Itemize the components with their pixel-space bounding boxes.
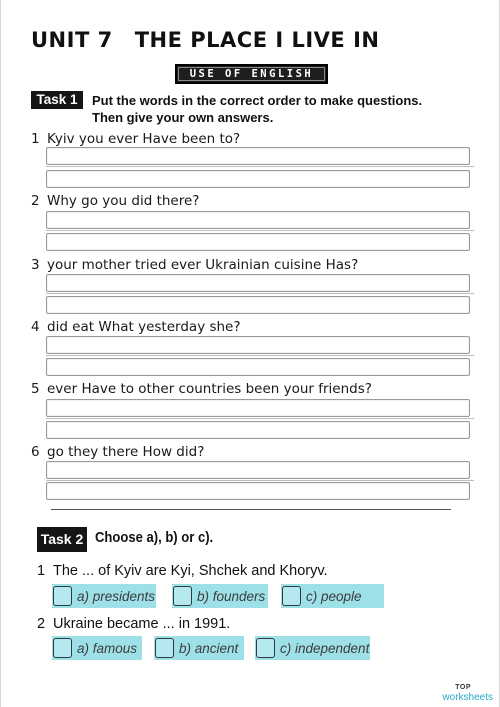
- option-label: b) founders: [197, 588, 266, 604]
- question-text: Kyiv you ever Have been to?: [47, 131, 241, 147]
- brand-name-text: worksheets: [442, 692, 493, 703]
- checkbox[interactable]: [173, 586, 192, 606]
- task2-question-2: [37, 616, 230, 632]
- divider: [46, 355, 474, 356]
- brand-top-text: TOP: [455, 684, 471, 691]
- checkbox[interactable]: [155, 638, 174, 658]
- task1-answer-1-field[interactable]: [46, 147, 470, 165]
- question-text: did eat What yesterday she?: [47, 319, 241, 335]
- task1-question-6: [31, 444, 204, 460]
- task1-own-answer-6-field[interactable]: [46, 482, 470, 500]
- divider: [51, 509, 451, 510]
- task2-q1-option-b[interactable]: [172, 584, 268, 608]
- divider: [46, 418, 474, 419]
- question-number: 6: [31, 444, 40, 460]
- option-label: c) independent: [280, 640, 370, 656]
- question-text: ever Have to other countries been your friends?: [47, 381, 372, 397]
- divider: [46, 480, 474, 481]
- question-number: 4: [31, 319, 40, 335]
- task2-q2-option-a[interactable]: [52, 636, 142, 660]
- question-number: 1: [37, 563, 46, 579]
- task2-badge: Task 2: [37, 527, 87, 552]
- task1-answer-2-field[interactable]: [46, 211, 470, 229]
- task1-question-2: [31, 193, 199, 209]
- task1-own-answer-2-field[interactable]: [46, 233, 470, 251]
- task2-instruction: Choose a), b) or c).: [95, 530, 214, 546]
- checkbox[interactable]: [282, 586, 301, 606]
- question-number: 2: [31, 193, 40, 209]
- question-number: 5: [31, 381, 40, 397]
- option-label: a) famous: [77, 640, 138, 656]
- task1-answer-3-field[interactable]: [46, 274, 470, 292]
- task1-question-3: [31, 257, 358, 273]
- question-text: Why go you did there?: [47, 193, 200, 209]
- task1-badge: Task 1: [31, 91, 83, 109]
- question-number: 3: [31, 257, 40, 273]
- task1-own-answer-3-field[interactable]: [46, 296, 470, 314]
- task1-question-5: [31, 381, 372, 397]
- task1-answer-4-field[interactable]: [46, 336, 470, 354]
- task2-question-1: [37, 563, 328, 579]
- task2-q1-option-a[interactable]: [52, 584, 156, 608]
- divider: [46, 230, 474, 231]
- question-text: The ... of Kyiv are Kyi, Shchek and Khoryv.: [53, 563, 328, 579]
- task1-own-answer-4-field[interactable]: [46, 358, 470, 376]
- task1-instruction-line2: Then give your own answers.: [92, 110, 274, 125]
- checkbox[interactable]: [53, 638, 72, 658]
- question-number: 1: [31, 131, 40, 147]
- task2-q2-option-c[interactable]: [255, 636, 370, 660]
- divider: [46, 166, 474, 167]
- checkbox[interactable]: [256, 638, 275, 658]
- checkbox[interactable]: [53, 586, 72, 606]
- page-title: [31, 28, 379, 52]
- unit-title-text: THE PLACE I LIVE IN: [134, 28, 380, 52]
- task2-q1-option-c[interactable]: [281, 584, 384, 608]
- task1-question-1: [31, 131, 240, 147]
- task1-answer-6-field[interactable]: [46, 461, 470, 479]
- question-text: Ukraine became ... in 1991.: [53, 616, 231, 632]
- question-text: your mother tried ever Ukrainian cuisine Has?: [47, 257, 359, 273]
- divider: [46, 293, 474, 294]
- task1-answer-5-field[interactable]: [46, 399, 470, 417]
- task1-instruction-line1: Put the words in the correct order to make questions.: [92, 93, 423, 108]
- option-label: a) presidents: [77, 588, 156, 604]
- question-text: go they there How did?: [47, 444, 205, 460]
- task1-question-4: [31, 319, 241, 335]
- section-badge: USE OF ENGLISH: [175, 64, 328, 84]
- brand-logo: [442, 683, 493, 703]
- option-label: c) people: [306, 588, 362, 604]
- option-label: b) ancient: [179, 640, 239, 656]
- unit-label: UNIT 7: [31, 28, 113, 52]
- question-number: 2: [37, 616, 46, 632]
- task1-own-answer-1-field[interactable]: [46, 170, 470, 188]
- task1-instruction: [92, 92, 472, 126]
- task1-own-answer-5-field[interactable]: [46, 421, 470, 439]
- task2-q2-option-b[interactable]: [154, 636, 244, 660]
